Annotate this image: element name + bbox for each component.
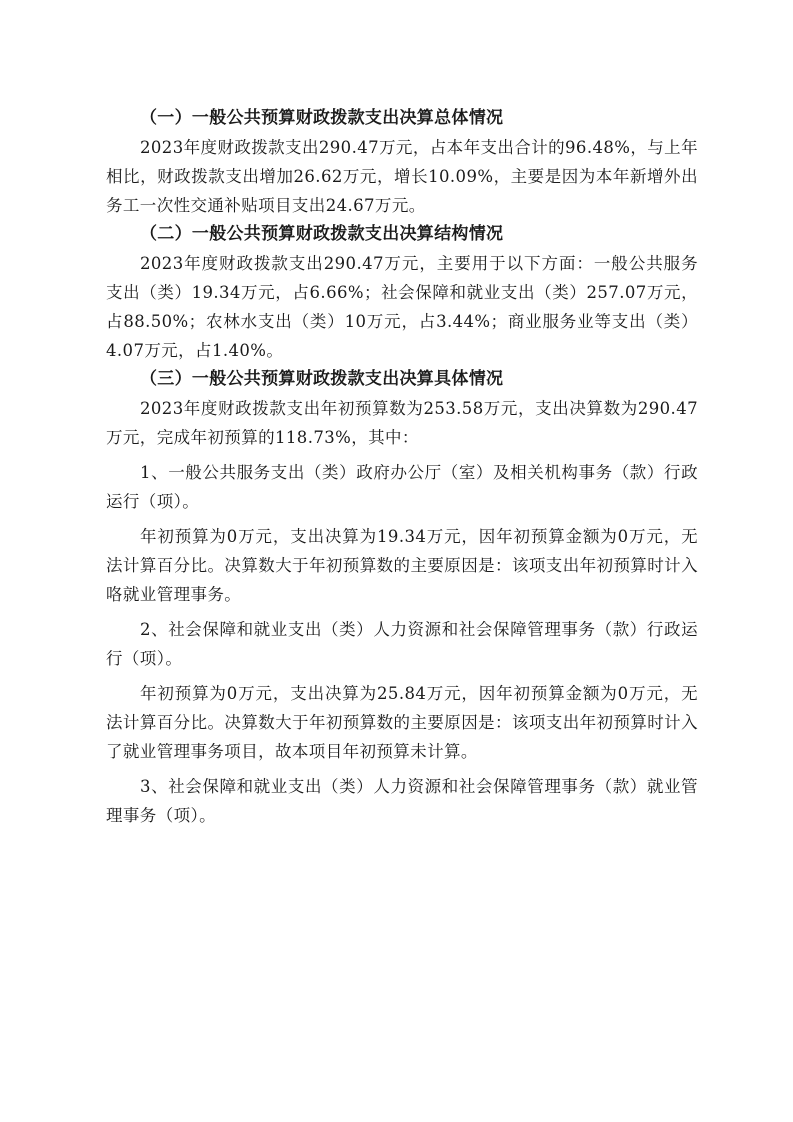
section-heading: （二）一般公共预算财政拨款支出决算结构情况 — [140, 224, 504, 244]
paragraph: 年初预算为0万元，支出决算为19.34万元，因年初预算金额为0万元，无法计算百分比。决算数大于年初预算数的主要原因是：该项支出年初预算时计入咯就业管理事务。 — [106, 527, 698, 604]
paragraph: 2023年度财政拨款支出290.47万元，占本年支出合计的96.48%，与上年相比，财政拨款支出增加26.62万元，增长10.09%，主要是因为本年新增外出务工一次性交通补贴项目支出24.67万元。 — [106, 138, 698, 215]
list-item: 3、社会保障和就业支出（类）人力资源和社会保障管理事务（款）就业管理事务（项）。 — [106, 777, 698, 825]
section-heading: （一）一般公共预算财政拨款支出决算总体情况 — [140, 108, 504, 128]
list-item: 1、一般公共服务支出（类）政府办公厅（室）及相关机构事务（款）行政运行（项）。 — [106, 463, 698, 511]
list-item: 2、社会保障和就业支出（类）人力资源和社会保障管理事务（款）行政运行（项）。 — [106, 620, 698, 668]
section-heading: （三）一般公共预算财政拨款支出决算具体情况 — [140, 369, 504, 389]
paragraph: 2023年度财政拨款支出290.47万元，主要用于以下方面：一般公共服务支出（类）19.34万元，占6.66%；社会保障和就业支出（类）257.07万元，占88.50%；农林水支出（类）10万元，占3.44%；商业服务业等支出（类）4.07万元，占1.40%。 — [106, 254, 698, 360]
paragraph: 年初预算为0万元，支出决算为25.84万元，因年初预算金额为0万元，无法计算百分比。决算数大于年初预算数的主要原因是：该项支出年初预算时计入了就业管理事务项目，故本项目年初预算未计算。 — [106, 684, 698, 761]
paragraph: 2023年度财政拨款支出年初预算数为253.58万元，支出决算数为290.47万元，完成年初预算的118.73%，其中： — [106, 399, 698, 447]
document-body — [106, 104, 698, 830]
